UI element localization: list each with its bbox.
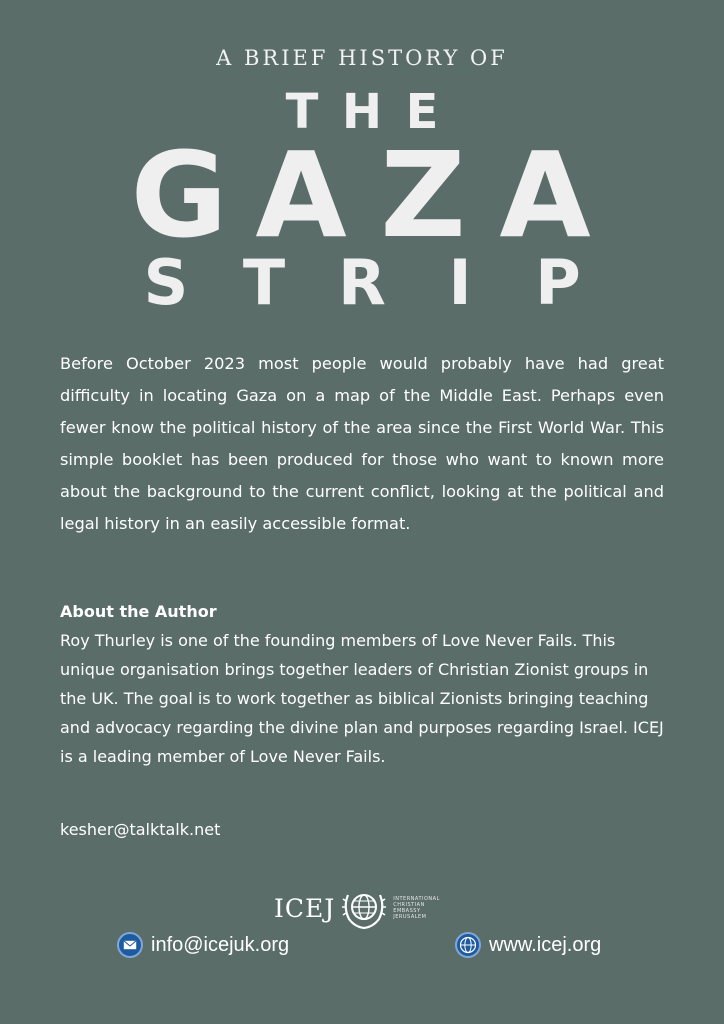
title-letter: I [448, 246, 472, 319]
about-text: Roy Thurley is one of the founding members of Love Never Fails. This unique organisation brings together leaders of Christian Zionist groups in the UK. The goal is to work together as biblical Zionists bringing teaching and advocacy regarding the divine plan and purposes regarding Israel. ICEJ is a leading member of Love Never Fails. [60, 631, 664, 766]
globe-wreath-icon [339, 885, 389, 931]
icej-logo [274, 884, 440, 932]
title-line-strip [0, 246, 724, 319]
logo-subtext-line: INTERNATIONAL [393, 896, 440, 902]
logo-subtext-line: JERUSALEM [393, 914, 427, 920]
title-letter: P [535, 246, 581, 319]
title-letter: R [338, 246, 386, 319]
title-letter: T [285, 84, 319, 140]
mail-icon [117, 932, 143, 958]
title-letter: H [341, 84, 383, 140]
author-email-link[interactable]: kesher@talktalk.net [60, 820, 221, 839]
logo-subtext-line: CHRISTIAN [393, 902, 425, 908]
title-letter: A [499, 126, 591, 264]
title-letter: G [130, 126, 228, 264]
about-heading: About the Author [60, 602, 217, 621]
contact-mail-text[interactable]: info@icejuk.org [151, 933, 290, 956]
contact-mail[interactable] [117, 930, 289, 960]
globe-icon [455, 932, 481, 958]
logo-subtext-line: EMBASSY [393, 908, 421, 914]
title-letter: S [143, 246, 189, 319]
title-letter: Z [380, 126, 466, 264]
title-letter: A [255, 126, 347, 264]
title-line-gaza [0, 126, 724, 264]
title-letter: E [405, 84, 439, 140]
title-letter: T [242, 246, 286, 319]
cover-subtitle: A BRIEF HISTORY OF [216, 46, 508, 70]
contact-web-text[interactable]: www.icej.org [489, 933, 602, 956]
contact-web[interactable] [455, 930, 601, 960]
logo-wordmark: ICEJ [274, 893, 336, 923]
logo-subtext [393, 896, 440, 920]
intro-paragraph: Before October 2023 most people would probably have had great difficulty in locating Gaza on a map of the Middle East. Perhaps even fewer know the political history of the area since the First World War. This simple booklet has been produced for those who want to known more about the background to the current conflict, looking at the political and legal history in an easily accessible format. [60, 354, 664, 533]
